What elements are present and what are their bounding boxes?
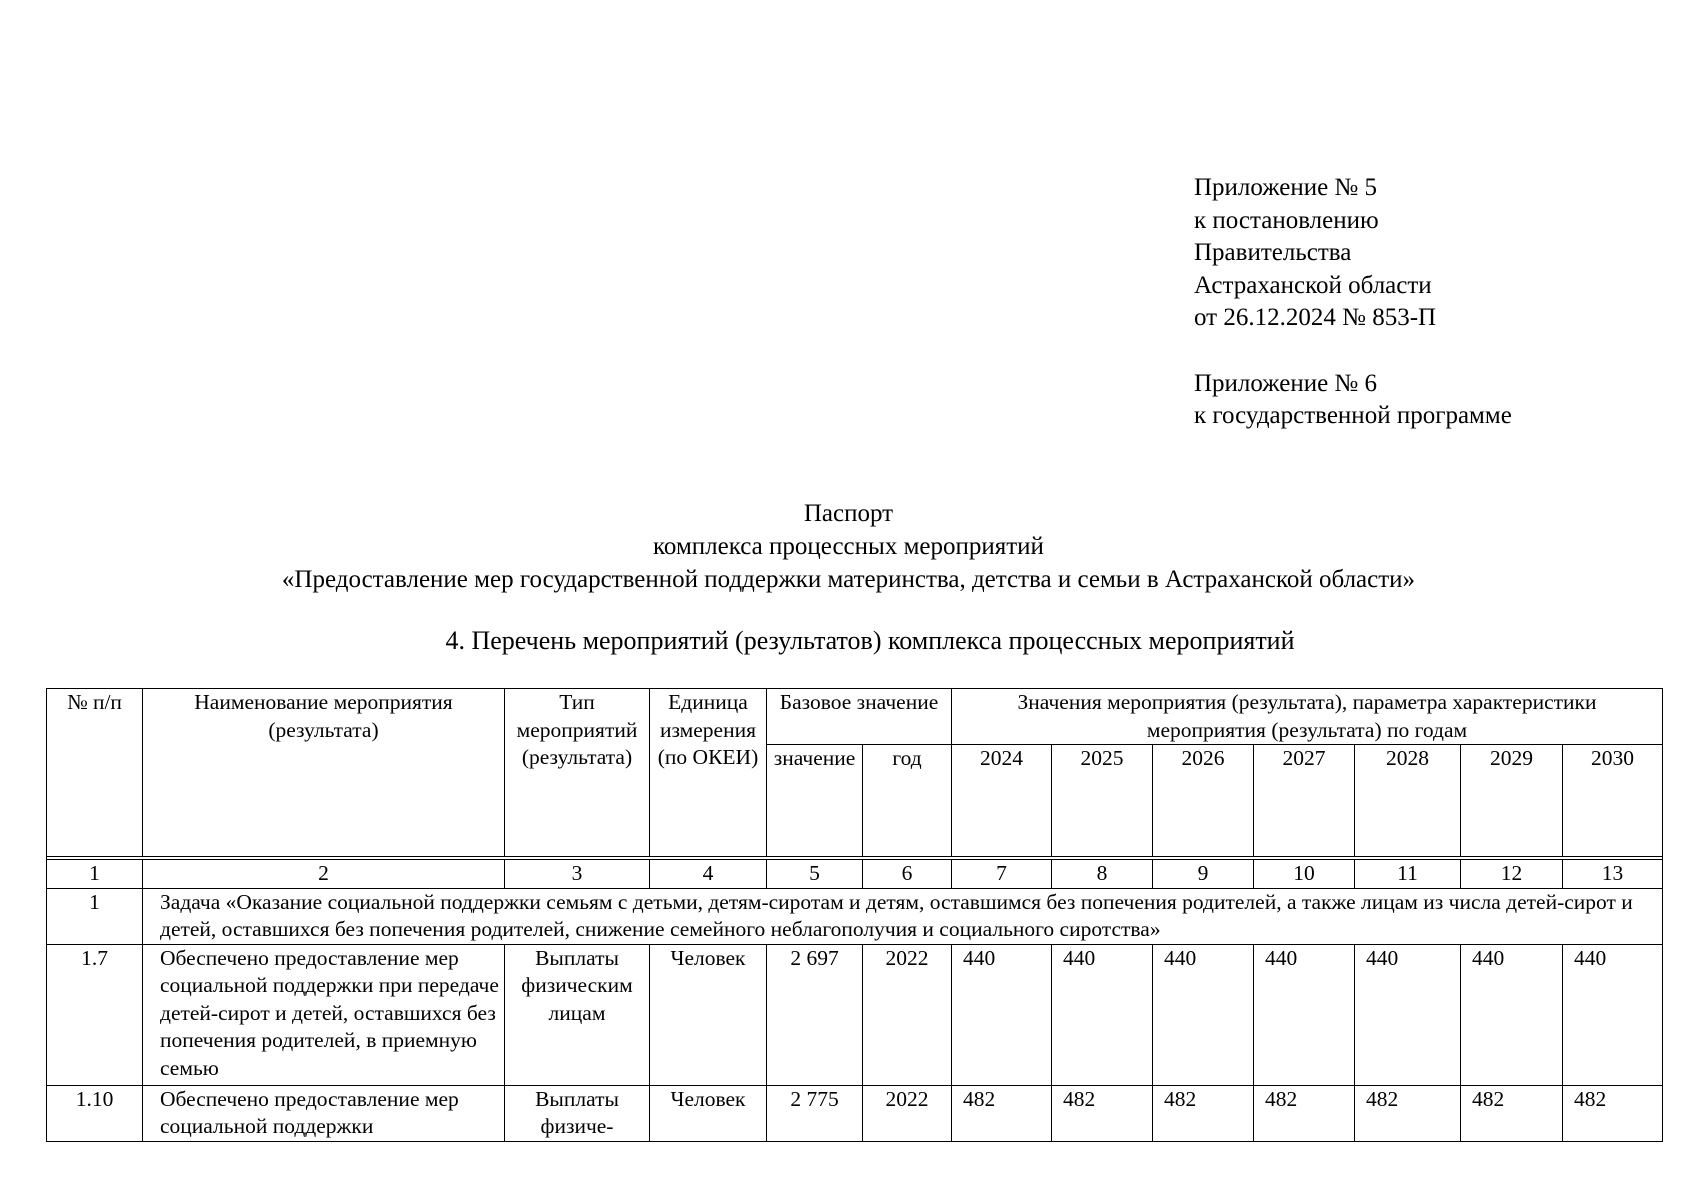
row-num: 1.7 — [47, 944, 143, 1085]
task-row — [47, 888, 1663, 944]
column-number: 7 — [952, 860, 1052, 889]
row-base-value: 2 697 — [767, 944, 863, 1085]
appendix-line: Приложение № 6 — [1194, 369, 1378, 397]
row-value: 482 — [1563, 1085, 1663, 1141]
column-number: 6 — [863, 860, 952, 889]
row-value: 440 — [1563, 944, 1663, 1085]
header-base-value: значение — [767, 745, 863, 857]
column-number: 11 — [1355, 860, 1461, 889]
appendix-line: к государственной программе — [1194, 402, 1512, 430]
appendix-line: от 26.12.2024 № 853-П — [1194, 304, 1437, 332]
column-number: 12 — [1461, 860, 1563, 889]
header-name: Наименование мероприятия (результата) — [143, 689, 505, 857]
row-name: Обеспечено предоставление мер социальной поддержки — [143, 1085, 505, 1141]
header-base: Базовое значение — [767, 689, 952, 745]
row-value: 440 — [1355, 944, 1461, 1085]
row-value: 482 — [1355, 1085, 1461, 1141]
measures-table — [46, 688, 1663, 1142]
section-title: 4. Перечень мероприятий (результатов) комплекса процессных мероприятий — [445, 626, 1295, 655]
row-value: 482 — [1461, 1085, 1563, 1141]
document-title — [0, 497, 1697, 596]
row-base-year: 2022 — [863, 1085, 952, 1141]
header-unit: Единица измерения (по ОКЕИ) — [650, 689, 767, 857]
row-unit: Человек — [650, 944, 767, 1085]
appendix-line: Правительства — [1194, 239, 1352, 267]
header-year: 2030 — [1563, 745, 1663, 857]
row-value: 482 — [1254, 1085, 1355, 1141]
column-number: 8 — [1052, 860, 1153, 889]
header-year: 2024 — [952, 745, 1052, 857]
row-base-year: 2022 — [863, 944, 952, 1085]
column-number: 4 — [650, 860, 767, 889]
row-value: 482 — [1153, 1085, 1254, 1141]
table-row — [47, 944, 1663, 1085]
task-text: Задача «Оказание социальной поддержки семьям с детьми, детям-сиротам и детям, оставшимся без попечения родителей, а также лицам из числа детей-сирот и детей, оставшихся без попечения родителей, снижение семейного неблагополучия и социального сиротства» — [143, 888, 1663, 944]
header-year: 2028 — [1355, 745, 1461, 857]
header-year: 2027 — [1254, 745, 1355, 857]
column-number: 10 — [1254, 860, 1355, 889]
row-value: 440 — [1052, 944, 1153, 1085]
row-value: 440 — [1153, 944, 1254, 1085]
row-type: Выплаты физиче- — [505, 1085, 650, 1141]
row-value: 440 — [1461, 944, 1563, 1085]
column-number: 1 — [47, 860, 143, 889]
column-number: 9 — [1153, 860, 1254, 889]
appendix-line: Приложение № 5 — [1194, 174, 1378, 201]
column-number: 13 — [1563, 860, 1663, 889]
row-num: 1.10 — [47, 1085, 143, 1141]
row-name: Обеспечено предоставление мер социальной поддержки при передаче детей-сирот и детей, оставшихся без попечения родителей, в приемную семью — [143, 944, 505, 1085]
row-type: Выплаты физическим лицам — [505, 944, 650, 1085]
column-number: 5 — [767, 860, 863, 889]
header-year: 2025 — [1052, 745, 1153, 857]
header-type: Тип мероприятий (результата) — [505, 689, 650, 857]
row-value: 482 — [1052, 1085, 1153, 1141]
row-unit: Человек — [650, 1085, 767, 1141]
header-base-year: год — [863, 745, 952, 857]
title-line: Паспорт — [803, 500, 894, 527]
header-values: Значения мероприятия (результата), параметра характеристики мероприятия (результата) по годам — [952, 689, 1663, 745]
column-number: 3 — [505, 860, 650, 889]
header-year: 2026 — [1153, 745, 1254, 857]
task-num: 1 — [47, 888, 143, 944]
header-year: 2029 — [1461, 745, 1563, 857]
row-value: 482 — [952, 1085, 1052, 1141]
appendix-block — [1194, 172, 1512, 433]
row-base-value: 2 775 — [767, 1085, 863, 1141]
row-value: 440 — [952, 944, 1052, 1085]
column-number-row — [47, 860, 1663, 889]
title-line: комплекса процессных мероприятий — [653, 533, 1044, 560]
appendix-line: Астраханской области — [1194, 271, 1432, 299]
title-line: «Предоставление мер государственной поддержки материнства, детства и семьи в Астраханской области» — [281, 566, 1416, 593]
header-num: № п/п — [47, 689, 143, 857]
column-number: 2 — [143, 860, 505, 889]
appendix-line: к постановлению — [1194, 206, 1379, 234]
table-row — [47, 1085, 1663, 1141]
row-value: 440 — [1254, 944, 1355, 1085]
header-row — [47, 689, 1663, 745]
